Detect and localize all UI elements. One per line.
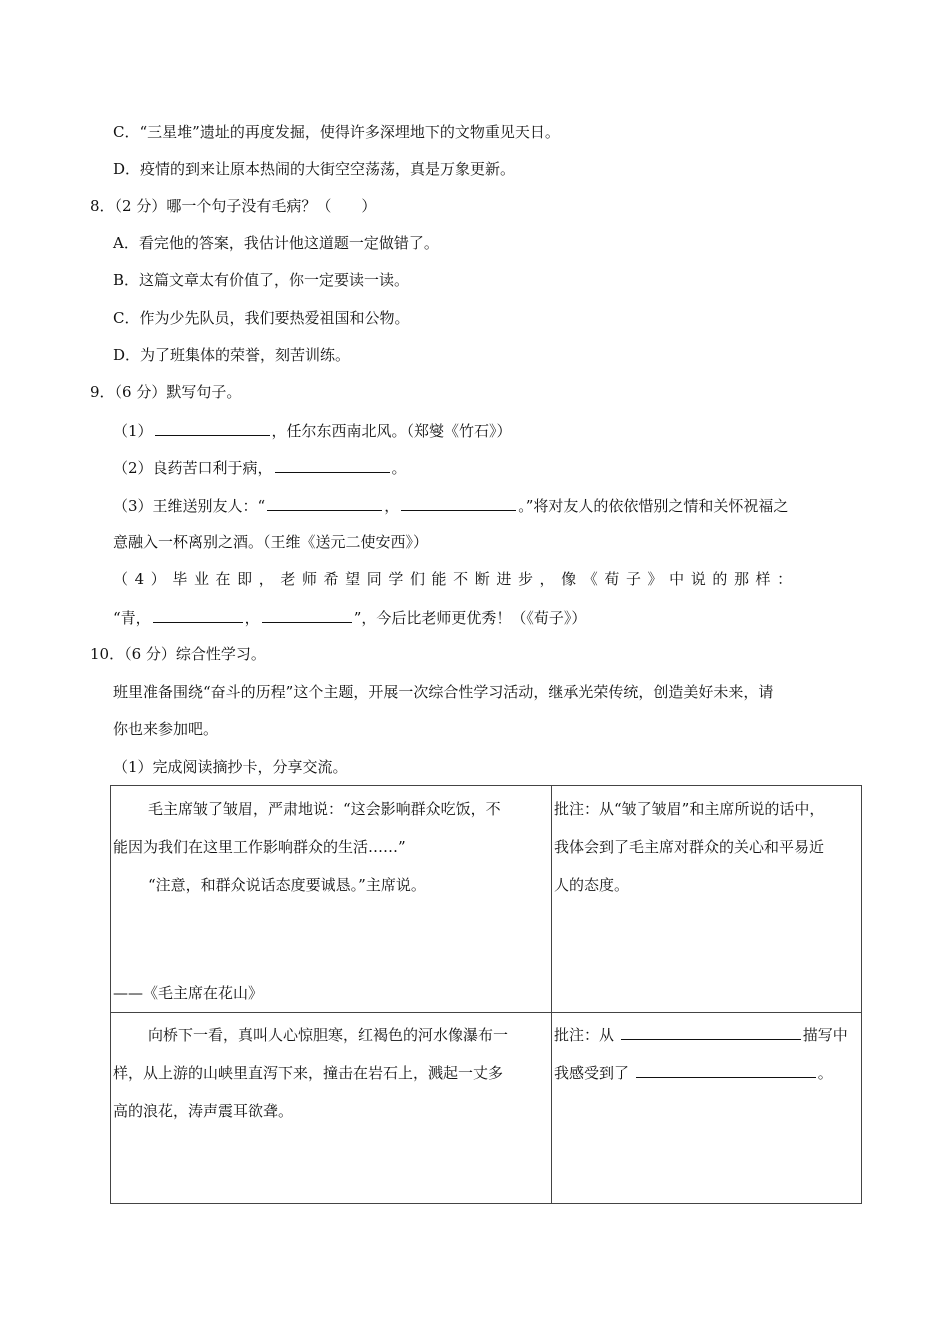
q9-stem: 9．（6 分）默写句子。 [90,383,242,401]
answer-blank[interactable] [262,606,352,623]
q8-option-d: D．为了班集体的荣誉，刻苦训练。 [113,346,351,364]
q9-part3 [113,494,788,517]
q7-option-d: D．疫情的到来让原本热闹的大街空空荡荡，真是万象更新。 [113,160,516,178]
card-row1-annotation [554,790,860,904]
annotation-line [554,1054,860,1092]
answer-blank[interactable] [155,419,270,436]
q9-part1-suffix: ，任尔东西南北风。（郑燮《竹石》） [271,422,512,440]
q9-part3-suffix: 。”将对友人的依依惜别之情和关怀祝福之 [518,497,789,515]
q9-part2-prefix: （2）良药苦口利于病， [113,459,273,477]
annotation-line: 批注：从“皱了皱眉”和主席所说的话中， [554,800,825,818]
annotation-suffix: 描写中 [802,1026,848,1044]
annotation-prefix: 我感受到了 [554,1064,634,1082]
table-divider-horizontal [111,1012,861,1013]
q7-option-c: C．“三星堆”遗址的再度发掘，使得许多深埋地下的文物重见天日。 [113,123,560,141]
q9-part4-mid: ， [244,609,260,627]
q9-part3-prefix: （3）王维送别友人：“ [113,497,266,515]
excerpt-line: 向桥下一看，真叫人心惊胆寒，红褐色的河水像瀑布一 [148,1026,509,1044]
excerpt-line: “注意，和群众说话态度要诚恳。”主席说。 [148,876,426,894]
q10-intro-line2: 你也来参加吧。 [113,720,219,738]
excerpt-line: 样，从上游的山峡里直泻下来，撞击在岩石上，溅起一丈多 [113,1064,504,1082]
q10-sub1: （1）完成阅读摘抄卡，分享交流。 [113,758,348,776]
q8-option-b: B．这篇文章太有价值了，你一定要读一读。 [113,271,410,289]
q8-stem: 8．（2 分）哪一个句子没有毛病？（ ） [90,197,377,215]
q9-part4-line1: （4）毕业在即，老师希望同学们能不断进步，像《荀子》中说的那样： [113,570,799,588]
card-row1-source: ——《毛主席在花山》 [113,984,264,1002]
q10-stem: 10．（6 分）综合性学习。 [90,645,266,663]
q9-part1 [113,419,512,442]
q9-part4-prefix: “青， [113,609,151,627]
card-row2-excerpt [113,1016,549,1130]
answer-blank[interactable] [275,456,390,473]
q9-part2 [113,456,407,479]
q9-part4-suffix: ”，今后比老师更优秀！（《荀子》） [353,609,587,627]
excerpt-line: 能因为我们在这里工作影响群众的生活……” [113,838,406,856]
q9-part1-prefix: （1） [113,422,153,440]
q8-option-c: C．作为少先队员，我们要热爱祖国和公物。 [113,309,410,327]
excerpt-line: 高的浪花，涛声震耳欲聋。 [113,1102,294,1120]
answer-blank[interactable] [636,1061,816,1078]
table-divider-vertical [551,786,552,1203]
answer-blank[interactable] [401,494,516,511]
q9-part3-mid: ， [384,497,400,515]
reading-card-table [110,785,862,1204]
q9-part4-line2 [113,606,586,629]
annotation-line: 人的态度。 [554,876,630,894]
annotation-prefix: 批注：从 [554,1026,619,1044]
answer-blank[interactable] [153,606,243,623]
q10-intro-line1: 班里准备围绕“奋斗的历程”这个主题，开展一次综合性学习活动，继承光荣传统，创造美好未来，请 [113,683,774,701]
excerpt-line: 毛主席皱了皱眉，严肃地说：“这会影响群众吃饭，不 [148,800,501,818]
annotation-line [554,1016,860,1054]
annotation-line: 我体会到了毛主席对群众的关心和平易近 [554,838,825,856]
answer-blank[interactable] [621,1023,801,1040]
annotation-suffix: 。 [817,1064,833,1082]
q9-part2-suffix: 。 [391,459,407,477]
card-row2-annotation [554,1016,860,1092]
answer-blank[interactable] [267,494,382,511]
q9-part3-line2: 意融入一杯离别之酒。（王维《送元二使安西》） [113,533,429,551]
card-row1-excerpt [113,790,549,904]
q8-option-a: A．看完他的答案，我估计他这道题一定做错了。 [113,234,439,252]
